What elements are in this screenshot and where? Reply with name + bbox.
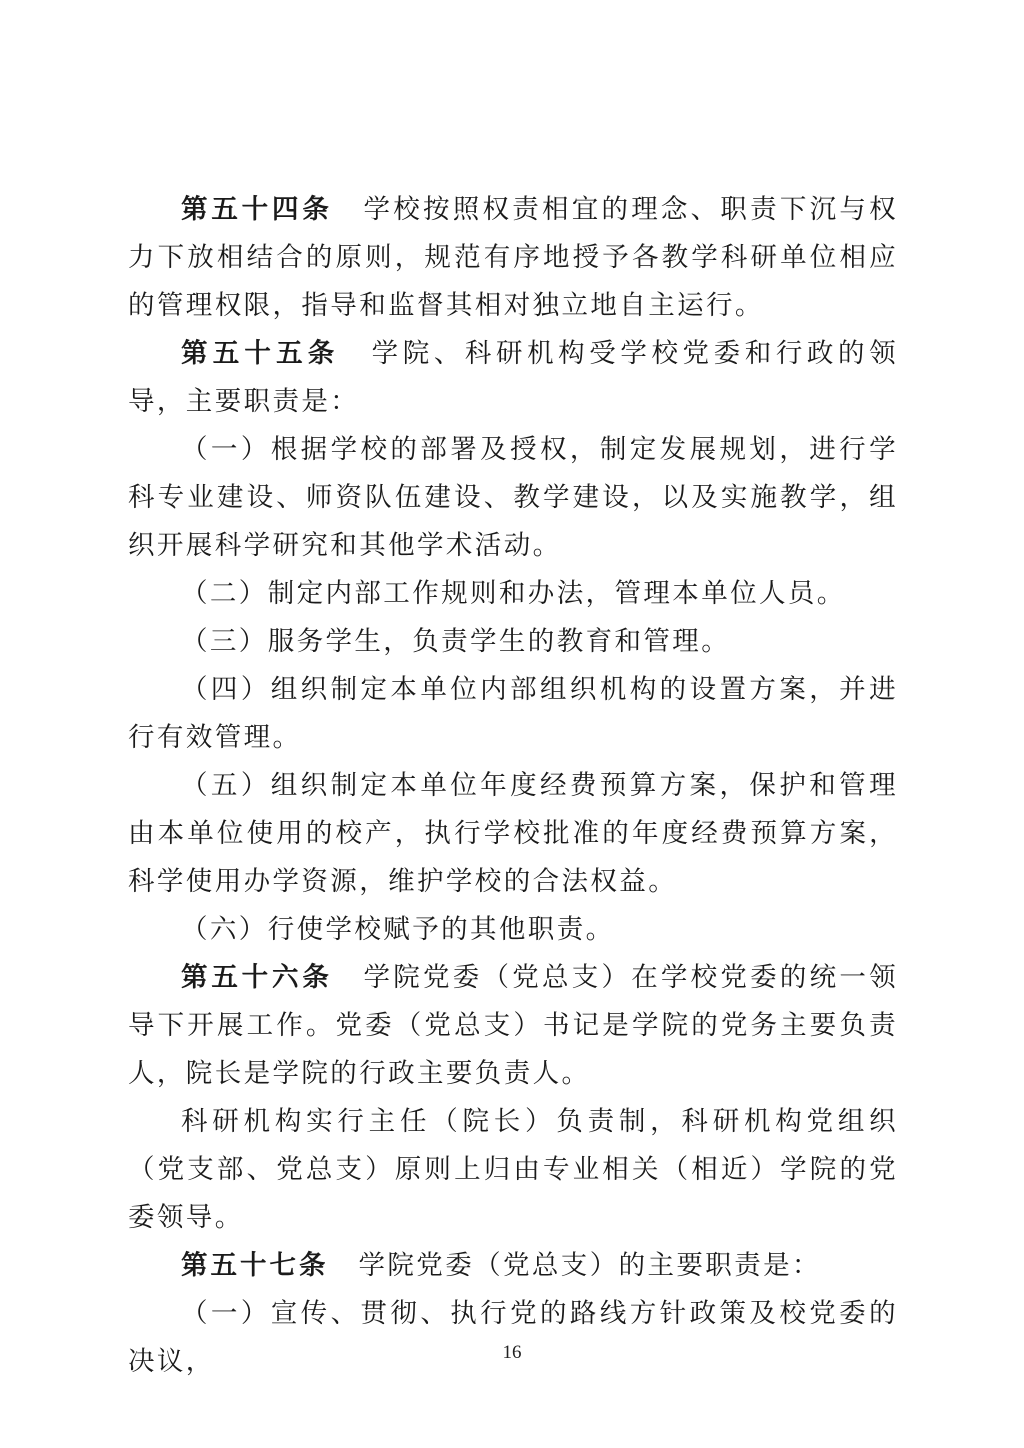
paragraph-text: 学院、科研机构受学校党委和行政的领导，主要职责是： xyxy=(128,338,898,417)
paragraph-text: （五）组织制定本单位年度经费预算方案，保护和管理由本单位使用的校产，执行学校批准的年度经费预算方案，科学使用办学资源，维护学校的合法权益。 xyxy=(128,770,898,897)
paragraph-text: （二）制定内部工作规则和办法，管理本单位人员。 xyxy=(181,578,846,609)
page-number: 16 xyxy=(502,1342,522,1363)
paragraph-text: 科研机构实行主任（院长）负责制，科研机构党组织（党支部、党总支）原则上归由专业相关（相近）学院的党委领导。 xyxy=(128,1106,898,1233)
paragraph-item xyxy=(128,426,898,570)
paragraph-item xyxy=(128,1290,898,1386)
paragraph-item xyxy=(128,762,898,906)
paragraph-item xyxy=(128,570,898,618)
article-heading: 第五十四条 xyxy=(181,194,333,225)
paragraph-item xyxy=(128,1098,898,1242)
paragraph-text: 学院党委（党总支）的主要职责是： xyxy=(358,1250,821,1281)
paragraph-article-54 xyxy=(128,186,898,330)
article-heading: 第五十七条 xyxy=(181,1250,329,1281)
paragraph-text: （一）宣传、贯彻、执行党的路线方针政策及校党委的决议， xyxy=(128,1298,898,1377)
paragraph-item xyxy=(128,666,898,762)
paragraph-text: （六）行使学校赋予的其他职责。 xyxy=(181,914,615,945)
paragraph-text: 学校按照权责相宜的理念、职责下沉与权力下放相结合的原则，规范有序地授予各教学科研单位相应的管理权限，指导和监督其相对独立地自主运行。 xyxy=(128,194,899,321)
paragraph-text: 学院党委（党总支）在学校党委的统一领导下开展工作。党委（党总支）书记是学院的党务主要负责人，院长是学院的行政主要负责人。 xyxy=(128,962,899,1089)
paragraph-item xyxy=(128,618,898,666)
article-heading: 第五十五条 xyxy=(181,338,340,369)
paragraph-text: （四）组织制定本单位内部组织机构的设置方案，并进行有效管理。 xyxy=(128,674,898,753)
paragraph-item xyxy=(128,906,898,954)
document-body xyxy=(128,186,898,1386)
paragraph-article-56 xyxy=(128,954,898,1098)
paragraph-text: （一）根据学校的部署及授权，制定发展规划，进行学科专业建设、师资队伍建设、教学建设，以及实施教学，组织开展科学研究和其他学术活动。 xyxy=(128,434,898,561)
article-heading: 第五十六条 xyxy=(181,962,333,993)
paragraph-text: （三）服务学生，负责学生的教育和管理。 xyxy=(181,626,731,657)
paragraph-article-55 xyxy=(128,330,898,426)
paragraph-article-57 xyxy=(128,1242,898,1290)
